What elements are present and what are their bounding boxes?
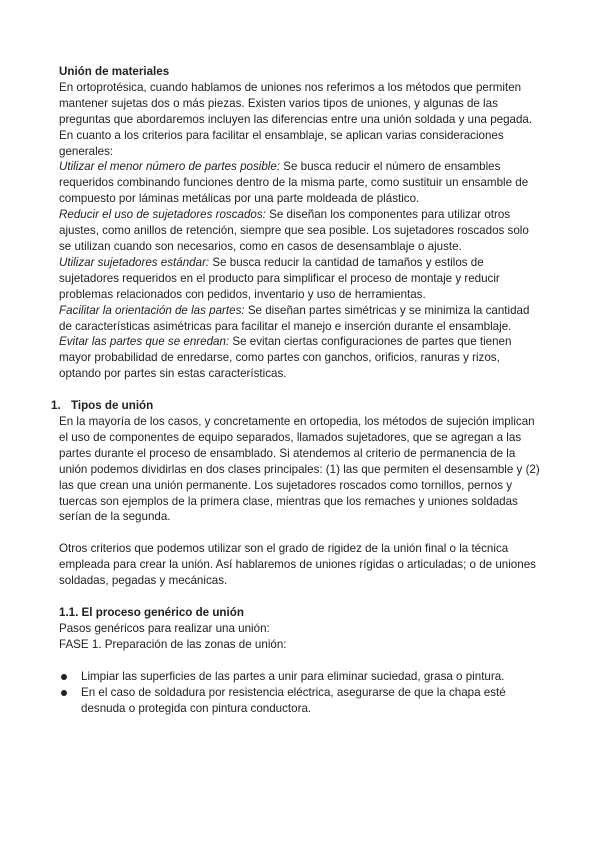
bullet-list [59, 669, 541, 717]
criterion-label: Reducir el uso de sujetadores roscados: [59, 208, 266, 222]
criterion-item [59, 159, 541, 207]
section-title: Unión de materiales [59, 65, 170, 78]
section-number: 1. [51, 399, 61, 413]
criterion-text: Se diseñan partes simétricas y se minimiza la cantidad de características asimétricas para facilitar el manejo e inserción durante el ensamblaje. [59, 303, 530, 333]
criterion-text: Se busca reducir el número de ensambles requeridos combinando funciones dentro de la misma parte, como sustituir un ensamble de compuesto por láminas metálicas por una parte moldeada de plástico. [59, 160, 529, 206]
criterion-label: Utilizar sujetadores estándar: [59, 255, 210, 269]
section-1-paragraph-2: Otros criterios que podemos utilizar son el grado de rigidez de la unión final o la técnica empleada para crear la unión. Así hablaremos de uniones rígidas o articuladas; o de uniones soldadas, pegadas y mecánicas. [59, 542, 536, 588]
bullet-icon [61, 690, 67, 696]
criterion-text: Se diseñan los componentes para utilizar otros ajustes, como anillos de retención, siempre que sea posible. Los sujetadores roscados solo se utilizan cuando son necesarios, como en casos de desensamblaje o ajuste. [59, 208, 529, 253]
section-1-paragraph-1: En la mayoría de los casos, y concretamente en ortopedia, los métodos de sujeción implican el uso de componentes de equipo separados, llamados sujetadores, que se agregan a las partes durante el proceso de ensamblado. Si atendemos al criterio de permanencia de la unión podemos dividirlas en dos clases principales: (1) las que permiten el desensamble y (2) las que crean una unión permanente. Los sujetadores roscados como tornillos, pernos y tuercas son ejemplos de la primera clase, mientras que los remaches y uniones soldadas serían de la segunda. [59, 415, 540, 524]
criterion-text: Se evitan ciertas configuraciones de partes que tienen mayor probabilidad de enredarse, como partes con ganchos, orificios, ranuras y rizos, optando por partes sin estas características. [59, 335, 512, 381]
bullet-icon [61, 674, 67, 680]
criterion-item [59, 207, 541, 255]
criterion-item [59, 303, 541, 335]
criterion-label: Evitar las partes que se enredan: [59, 335, 230, 349]
criterion-item [59, 334, 541, 382]
criterion-text: Se busca reducir la cantidad de tamaños y estilos de sujetadores requeridos en el producto para simplificar el proceso de montaje y reducir problemas relacionados con pedidos, inventario y uso de herramientas. [59, 255, 500, 301]
criterion-label: Facilitar la orientación de las partes: [59, 303, 245, 317]
criterion-label: Utilizar el menor número de partes posible: [59, 160, 281, 174]
list-item-text: En el caso de soldadura por resistencia eléctrica, asegurarse de que la chapa esté desnuda o protegida con pintura conductora. [81, 685, 506, 715]
phase-line: FASE 1. Preparación de las zonas de unión: [59, 637, 287, 651]
list-item [59, 685, 541, 717]
list-item [59, 669, 541, 685]
section-heading: Tipos de unión [71, 399, 154, 413]
list-item-text: Limpiar las superficies de las partes a unir para eliminar suciedad, grasa o pintura. [81, 669, 505, 683]
intro-paragraph: En ortoprotésica, cuando hablamos de uniones nos referimos a los métodos que permiten mantener sujetas dos o más piezas. Existen varios tipos de uniones, y algunas de las preguntas que abordaremos incluyen las diferencias entre una unión soldada y una pegada. En cuanto a los criterios para facilitar el ensamblaje, se aplican varias consideraciones generales: [59, 80, 533, 158]
document-content [51, 64, 541, 717]
section-1-heading [51, 398, 541, 414]
subsection-line: Pasos genéricos para realizar una unión: [59, 622, 270, 635]
criterion-item [59, 255, 541, 303]
subsection-heading: 1.1. El proceso genérico de unión [59, 606, 244, 620]
